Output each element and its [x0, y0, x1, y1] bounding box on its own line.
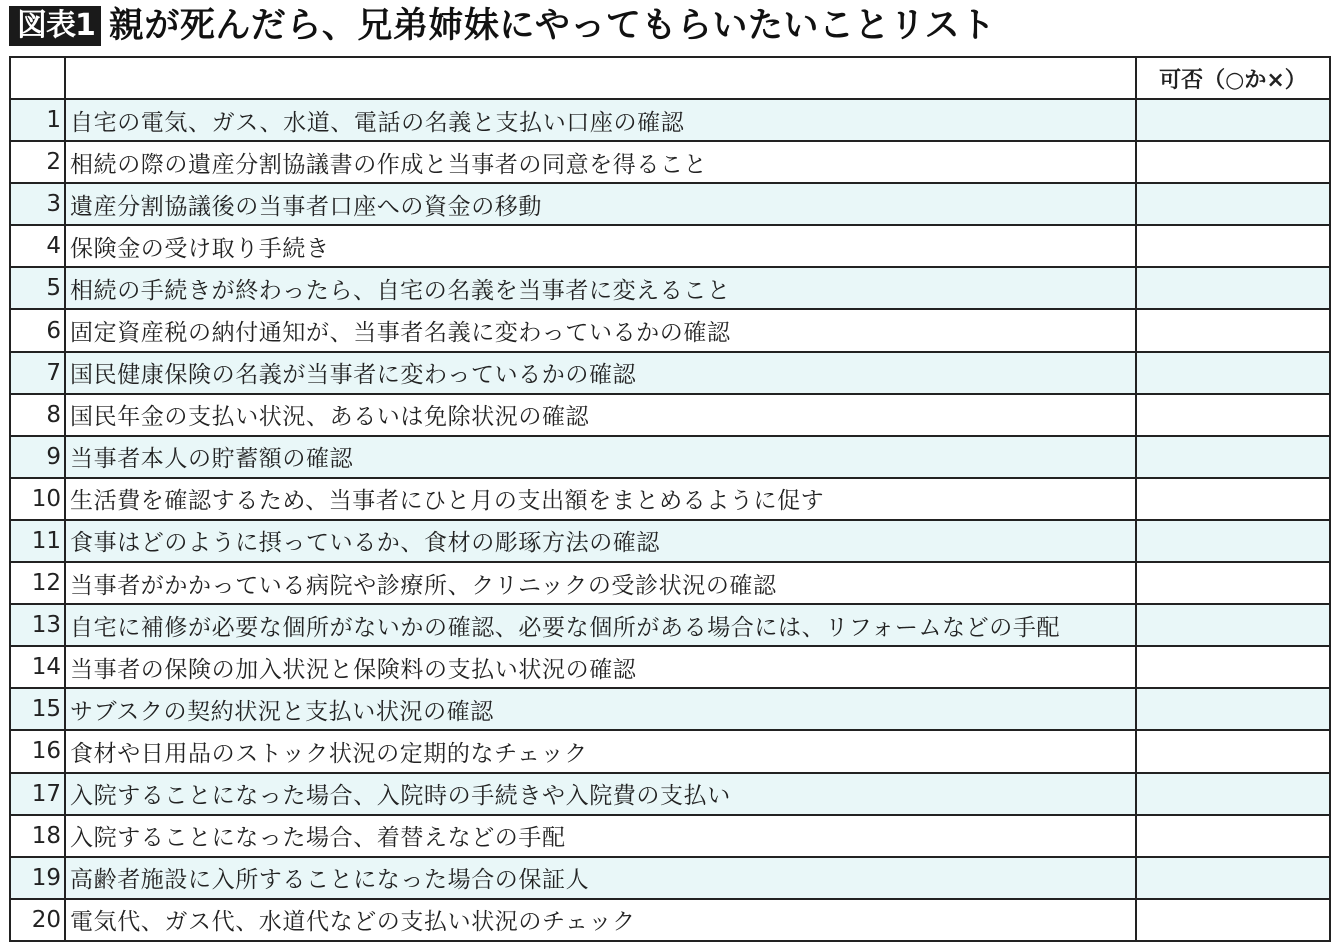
- row-number: 13: [10, 604, 65, 646]
- table-row: [10, 604, 1330, 646]
- row-approval-cell[interactable]: [1136, 99, 1330, 141]
- table-row: [10, 773, 1330, 815]
- header-item: [65, 57, 1136, 99]
- row-number: 10: [10, 478, 65, 520]
- row-approval-cell[interactable]: [1136, 478, 1330, 520]
- row-item-text: 自宅の電気、ガス、水道、電話の名義と支払い口座の確認: [65, 99, 1136, 141]
- table-row: [10, 394, 1330, 436]
- figure-title: 親が死んだら、兄弟姉妹にやってもらいたいことリスト: [108, 6, 996, 46]
- row-item-text: 生活費を確認するため、当事者にひと月の支出額をまとめるように促す: [65, 478, 1136, 520]
- table-row: [10, 478, 1330, 520]
- row-approval-cell[interactable]: [1136, 267, 1330, 309]
- table-row: [10, 730, 1330, 772]
- table-row: [10, 688, 1330, 730]
- row-item-text: 固定資産税の納付通知が、当事者名義に変わっているかの確認: [65, 309, 1136, 351]
- row-item-text: 国民年金の支払い状況、あるいは免除状況の確認: [65, 394, 1136, 436]
- row-item-text: 高齢者施設に入所することになった場合の保証人: [65, 857, 1136, 899]
- row-approval-cell[interactable]: [1136, 857, 1330, 899]
- row-approval-cell[interactable]: [1136, 899, 1330, 941]
- row-number: 4: [10, 225, 65, 267]
- row-number: 15: [10, 688, 65, 730]
- table-row: [10, 225, 1330, 267]
- row-item-text: 当事者がかかっている病院や診療所、クリニックの受診状況の確認: [65, 562, 1136, 604]
- table-row: [10, 309, 1330, 351]
- table-body: [10, 99, 1330, 941]
- row-approval-cell[interactable]: [1136, 394, 1330, 436]
- row-number: 20: [10, 899, 65, 941]
- row-item-text: 相続の際の遺産分割協議書の作成と当事者の同意を得ること: [65, 141, 1136, 183]
- row-approval-cell[interactable]: [1136, 730, 1330, 772]
- row-approval-cell[interactable]: [1136, 352, 1330, 394]
- row-item-text: 遺産分割協議後の当事者口座への資金の移動: [65, 183, 1136, 225]
- row-item-text: 保険金の受け取り手続き: [65, 225, 1136, 267]
- row-item-text: 入院することになった場合、着替えなどの手配: [65, 815, 1136, 857]
- row-item-text: 当事者本人の貯蓄額の確認: [65, 436, 1136, 478]
- row-number: 2: [10, 141, 65, 183]
- row-approval-cell[interactable]: [1136, 815, 1330, 857]
- row-item-text: 国民健康保険の名義が当事者に変わっているかの確認: [65, 352, 1136, 394]
- row-approval-cell[interactable]: [1136, 141, 1330, 183]
- row-approval-cell[interactable]: [1136, 309, 1330, 351]
- row-number: 9: [10, 436, 65, 478]
- row-number: 14: [10, 646, 65, 688]
- row-number: 16: [10, 730, 65, 772]
- row-approval-cell[interactable]: [1136, 688, 1330, 730]
- row-item-text: 入院することになった場合、入院時の手続きや入院費の支払い: [65, 773, 1136, 815]
- row-item-text: 相続の手続きが終わったら、自宅の名義を当事者に変えること: [65, 267, 1136, 309]
- figure-badge: 図表1: [9, 6, 101, 46]
- table-row: [10, 857, 1330, 899]
- table-row: [10, 267, 1330, 309]
- row-number: 6: [10, 309, 65, 351]
- row-approval-cell[interactable]: [1136, 520, 1330, 562]
- row-approval-cell[interactable]: [1136, 646, 1330, 688]
- row-approval-cell[interactable]: [1136, 183, 1330, 225]
- row-approval-cell[interactable]: [1136, 604, 1330, 646]
- row-number: 11: [10, 520, 65, 562]
- row-number: 3: [10, 183, 65, 225]
- row-item-text: 自宅に補修が必要な個所がないかの確認、必要な個所がある場合には、リフォームなどの手配: [65, 604, 1136, 646]
- row-item-text: 当事者の保険の加入状況と保険料の支払い状況の確認: [65, 646, 1136, 688]
- row-number: 19: [10, 857, 65, 899]
- table-row: [10, 646, 1330, 688]
- row-approval-cell[interactable]: [1136, 773, 1330, 815]
- row-number: 18: [10, 815, 65, 857]
- row-number: 12: [10, 562, 65, 604]
- table-row: [10, 815, 1330, 857]
- table-header-row: [10, 57, 1330, 99]
- row-number: 8: [10, 394, 65, 436]
- table-row: [10, 141, 1330, 183]
- row-approval-cell[interactable]: [1136, 436, 1330, 478]
- table-row: [10, 436, 1330, 478]
- table-row: [10, 899, 1330, 941]
- figure-header: [9, 4, 996, 48]
- table-row: [10, 183, 1330, 225]
- row-number: 1: [10, 99, 65, 141]
- row-item-text: 食事はどのように摂っているか、食材の彫琢方法の確認: [65, 520, 1136, 562]
- row-item-text: 電気代、ガス代、水道代などの支払い状況のチェック: [65, 899, 1136, 941]
- row-number: 17: [10, 773, 65, 815]
- row-item-text: サブスクの契約状況と支払い状況の確認: [65, 688, 1136, 730]
- row-item-text: 食材や日用品のストック状況の定期的なチェック: [65, 730, 1136, 772]
- header-number: [10, 57, 65, 99]
- row-approval-cell[interactable]: [1136, 562, 1330, 604]
- table-row: [10, 99, 1330, 141]
- table-row: [10, 352, 1330, 394]
- row-number: 5: [10, 267, 65, 309]
- checklist-table: [9, 56, 1331, 942]
- header-approval: 可否（○か×）: [1136, 57, 1330, 99]
- table-row: [10, 562, 1330, 604]
- row-number: 7: [10, 352, 65, 394]
- table-row: [10, 520, 1330, 562]
- row-approval-cell[interactable]: [1136, 225, 1330, 267]
